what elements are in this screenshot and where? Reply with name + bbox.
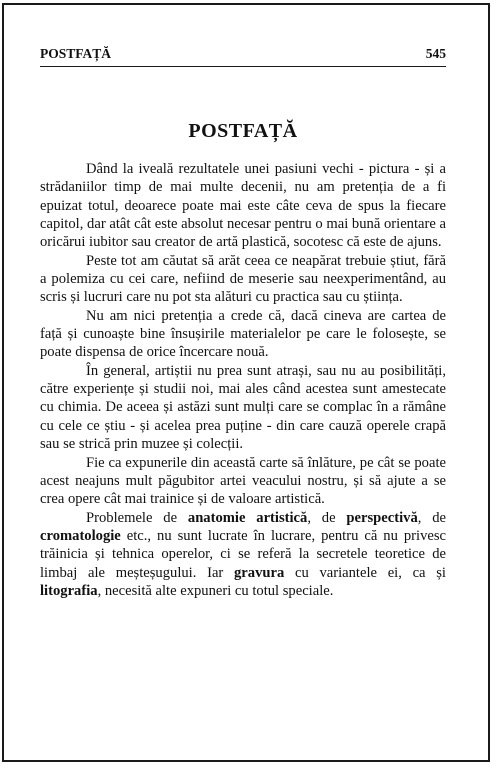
chapter-title: POSTFAȚĂ [188,120,298,142]
paragraph-6-text: Problemele de [86,509,188,526]
paragraph-4: În general, artiștii nu prea sunt atrași, sau nu au posibilități, către experiențe și studii noi, mai ales când acestea sunt amestecate cu chimia. De aceea și astăzi sunt mulți care se complac în a rămâne cu cele ce știu - și acelea prea puține - din care cauză operele crapă sau se strică prin muzee și colecții. [40,362,446,453]
paragraph-6-text: , de [307,509,347,526]
body-text [40,160,446,600]
paragraph-6-text: , de [417,509,446,526]
bold-term-litografia: litografia [40,582,98,599]
page-number: 545 [425,46,446,61]
paragraph-5: Fie ca expunerile din această carte să înlăture, pe cât se poate acest neajuns mult păgubitor artei veacului nostru, și să ajute a se crea opere cât mai trainice și de valoare artistică. [40,454,446,508]
paragraph-6-text: cu variantele ei, ca și [284,564,446,581]
bold-term-gravura: gravura [234,564,285,581]
paragraph-3: Nu am nici pretenția a crede că, dacă cineva are cartea de față și cunoaște bine însușirile materialelor pe care le folosește, se poate dispensa de orice încercare nouă. [40,307,446,361]
running-title: POSTFAȚĂ [40,46,112,61]
paragraph-6-text: etc., nu sunt lucrate în lucrare, pentru că nu privesc trăinicia și tehnica operelor, ci se referă la secretele teoretice de limbaj ale meșteșugului. Iar [40,527,446,581]
paragraph-6 [40,509,446,601]
paragraph-6-text: , necesită alte expuneri cu totul speciale. [97,582,334,599]
header-rule [40,66,446,67]
bold-term-anatomie: anatomie artistică [187,509,308,526]
bold-term-cromatologie: cromatologie [40,527,121,544]
running-header [40,46,446,66]
bold-term-perspectiva: perspectivă [346,509,418,526]
paragraph-2: Peste tot am căutat să arăt ceea ce neapărat trebuie știut, fără a polemiza cu cei care, nefiind de meserie sau neexperimentând, au scris și lucruri care nu pot sta alături cu practica sau cu știința. [40,252,446,306]
paragraph-1: Dând la iveală rezultatele unei pasiuni vechi - pictura - și a strădaniilor timp de mai multe decenii, nu am pretenția de a fi epuizat totul, deoarece poate mai este câte ceva de spus la fiecare capitol, dar atât cât este absolut necesar pentru o mai bună orientare a oricărui iubitor sau creator de artă plastică, socotesc că este de ajuns. [40,161,446,251]
